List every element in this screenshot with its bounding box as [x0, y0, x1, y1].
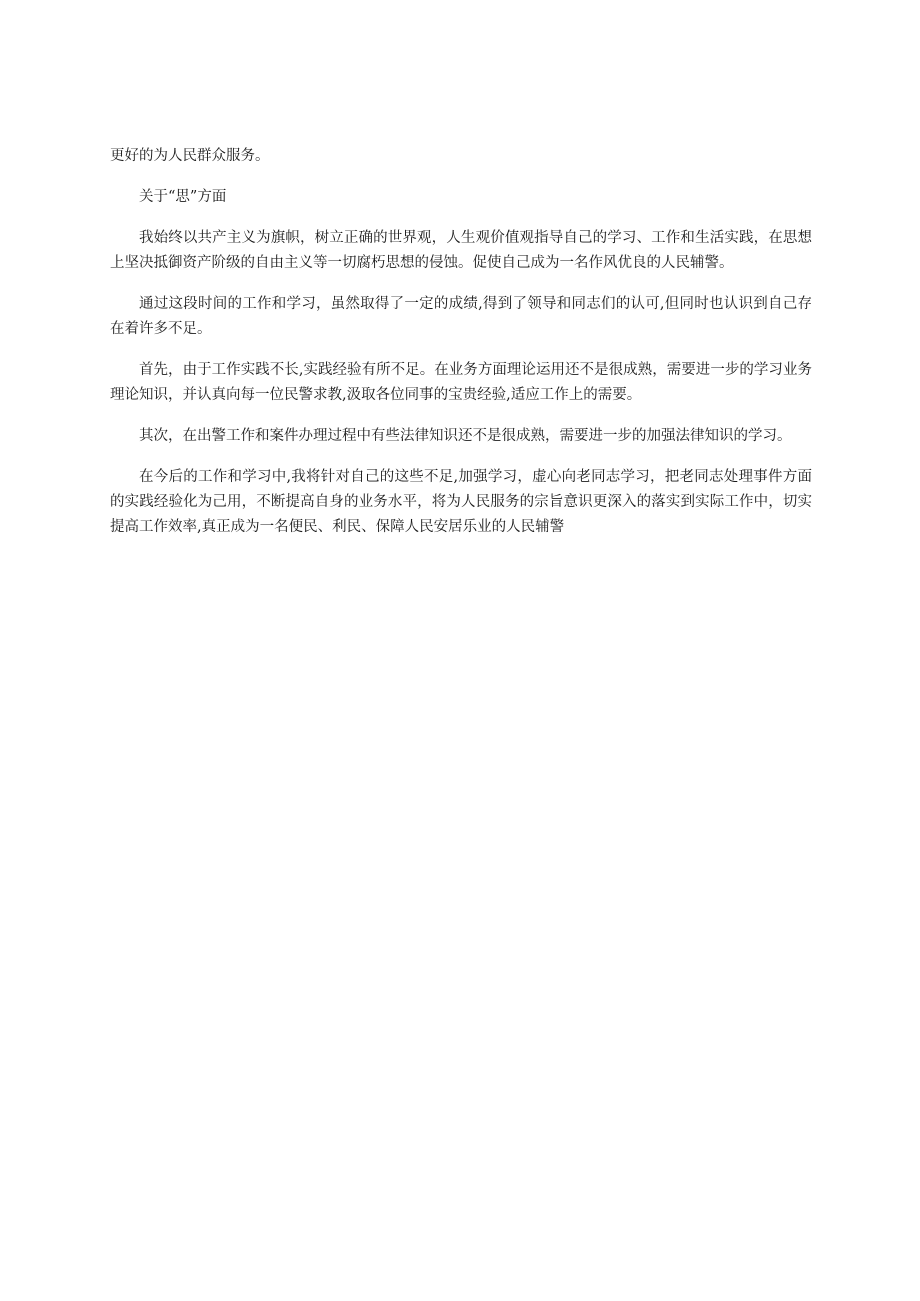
- paragraph-future: 在今后的工作和学习中,我将针对自己的这些不足,加强学习，虚心向老同志学习，把老同志处理事件方面的实践经验化为己用，不断提高自身的业务水平，将为人民服务的宗旨意识更深入的落实到实际工作中，切实提高工作效率,真正成为一名便民、利民、保障人民安居乐业的人民辅警: [110, 469, 812, 535]
- paragraph-continuation: 更好的为人民群众服务。: [110, 148, 270, 164]
- paragraph-ideology: 我始终以共产主义为旗帜，树立正确的世界观，人生观价值观指导自己的学习、工作和生活实践，在思想上坚决抵御资产阶级的自由主义等一切腐朽思想的侵蚀。促使自己成为一名作风优良的人民辅警。: [110, 230, 812, 271]
- document-body: [110, 144, 812, 556]
- paragraph-shortcomings: 通过这段时间的工作和学习，虽然取得了一定的成绩,得到了领导和同志们的认可,但同时也认识到自己存在着许多不足。: [110, 296, 812, 337]
- paragraph-first: 首先，由于工作实践不长,实践经验有所不足。在业务方面理论运用还不是很成熟，需要进一步的学习业务理论知识，并认真向每一位民警求教,汲取各位同事的宝贵经验,适应工作上的需要。: [110, 362, 812, 403]
- paragraph-heading-si: 关于“思”方面: [139, 189, 227, 205]
- paragraph-second: 其次，在出警工作和案件办理过程中有些法律知识还不是很成熟，需要进一步的加强法律知识的学习。: [139, 428, 792, 444]
